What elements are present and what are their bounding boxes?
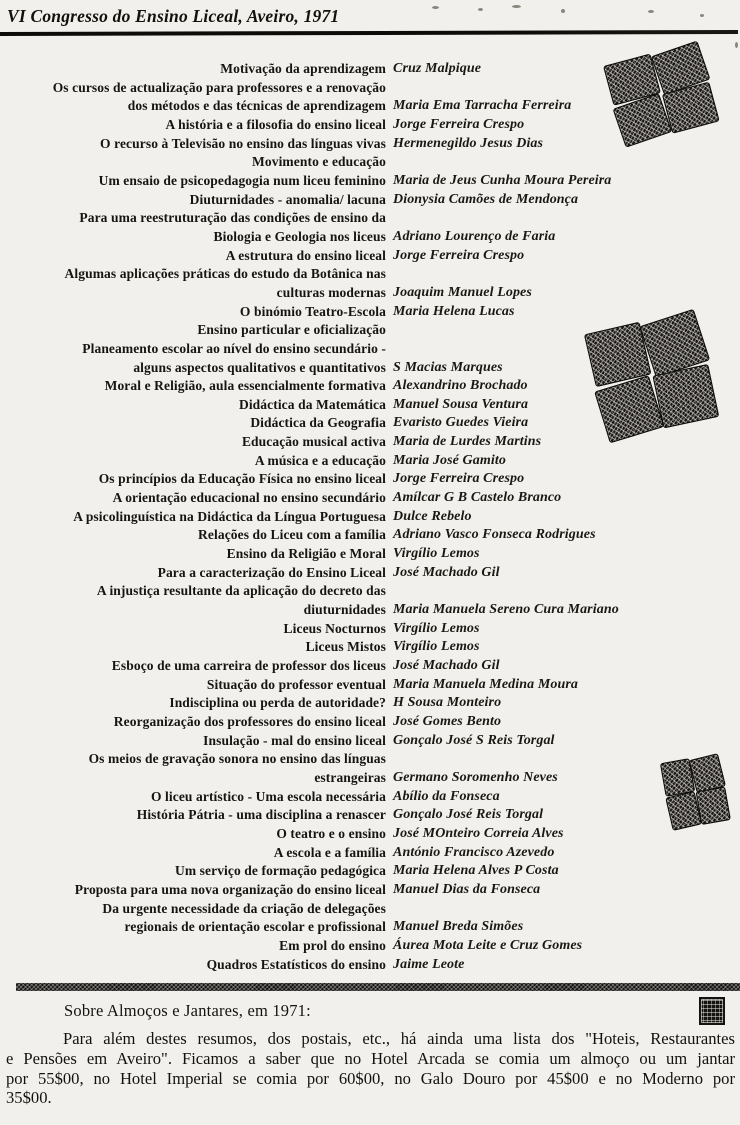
program-title: Movimento e educação xyxy=(252,154,386,170)
program-author: Jaime Leote xyxy=(393,956,465,972)
program-title: Diuturnidades - anomalia/ lacuna xyxy=(189,191,386,207)
program-row xyxy=(28,526,718,545)
program-title: Biologia e Geologia nos liceus xyxy=(213,228,386,244)
stamp-icon xyxy=(585,323,650,386)
program-author: Manuel Breda Simões xyxy=(393,919,524,935)
program-title: Os princípios da Educação Física no ensino liceal xyxy=(98,471,386,487)
program-author: José MOnteiro Correia Alves xyxy=(393,825,564,841)
scan-speck xyxy=(561,9,565,13)
program-title: Insulação - mal do ensino liceal xyxy=(203,732,386,748)
program-title: O binómio Teatro-Escola xyxy=(239,303,386,319)
program-title: Proposta para uma nova organização do ensino liceal xyxy=(74,881,386,897)
program-title: Para a caracterização do Ensino Liceal xyxy=(157,564,386,580)
program-title: Da urgente necessidade da criação de delegações xyxy=(102,900,386,916)
scan-speck xyxy=(648,10,654,13)
program-row xyxy=(28,284,718,303)
program-title: O recurso à Televisão no ensino das línguas vivas xyxy=(100,135,386,151)
program-row xyxy=(28,172,718,191)
program-title: O liceu artístico - Uma escola necessária xyxy=(150,788,386,804)
program-author: António Francisco Azevedo xyxy=(393,844,555,860)
program-title: culturas modernas xyxy=(276,284,386,300)
program-row xyxy=(28,918,718,937)
small-stamp-ornament-icon xyxy=(699,997,725,1025)
program-title: regionais de orientação escolar e profissional xyxy=(124,919,386,935)
program-author: Áurea Mota Leite e Cruz Gomes xyxy=(393,937,583,953)
program-row xyxy=(28,303,718,322)
stamp-icon xyxy=(690,754,725,792)
program-row xyxy=(28,153,718,172)
program-row xyxy=(28,862,718,881)
program-row xyxy=(28,638,718,657)
program-row xyxy=(28,508,718,527)
program-row xyxy=(28,788,718,807)
program-title: A estrutura do ensino liceal xyxy=(225,247,386,263)
scan-speck xyxy=(478,8,483,11)
program-author: Adriano Lourenço de Faria xyxy=(393,228,556,244)
program-author: Alexandrino Brochado xyxy=(393,378,528,394)
paragraph-line: e Pensões em Aveiro". Ficamos a saber que no Hotel Arcada se comia um almoço ou um jantar xyxy=(6,1048,735,1068)
program-title: A história e a filosofia do ensino liceal xyxy=(165,116,386,132)
scan-speck xyxy=(700,14,704,17)
program-title: Um serviço de formação pedagógica xyxy=(174,863,386,879)
scan-speck xyxy=(735,42,738,48)
program-author: José Gomes Bento xyxy=(393,713,502,729)
program-author: Gonçalo José S Reis Torgal xyxy=(393,732,555,748)
program-list xyxy=(28,60,718,974)
program-title: Para uma reestruturação das condições de ensino da xyxy=(79,210,386,226)
program-title: Reorganização dos professores do ensino liceal xyxy=(113,713,386,729)
program-row xyxy=(28,209,718,228)
program-title: Educação musical activa xyxy=(241,434,386,450)
program-row xyxy=(28,564,718,583)
program-author: Manuel Dias da Fonseca xyxy=(393,881,541,897)
program-author: Maria Manuela Sereno Cura Mariano xyxy=(393,602,619,618)
stamp-icon xyxy=(697,788,730,824)
program-row xyxy=(28,657,718,676)
program-title: A psicolinguística na Didáctica da Língua Portuguesa xyxy=(73,508,386,524)
program-author: Cruz Malpique xyxy=(393,61,482,76)
program-author: S Macias Marques xyxy=(393,359,503,375)
footer-heading: Sobre Almoços e Jantares, em 1971: xyxy=(64,1001,311,1020)
section-separator xyxy=(16,983,740,991)
program-author: Abílio da Fonseca xyxy=(393,788,500,804)
program-author: Dionysia Camões de Mendonça xyxy=(393,191,579,207)
program-author: Amílcar G B Castelo Branco xyxy=(393,490,562,506)
program-row xyxy=(28,545,718,564)
program-row xyxy=(28,489,718,508)
stamp-icon xyxy=(661,759,694,795)
program-title: Liceus Nocturnos xyxy=(283,620,386,636)
program-author: Jorge Ferreira Crespo xyxy=(393,247,525,263)
program-row xyxy=(28,265,718,284)
program-author: Maria Manuela Medina Moura xyxy=(393,676,579,692)
program-author: Maria Helena Lucas xyxy=(393,303,515,319)
program-author: Joaquim Manuel Lopes xyxy=(393,284,532,300)
program-title: Situação do professor eventual xyxy=(206,676,386,692)
program-author: Manuel Sousa Ventura xyxy=(393,396,529,412)
program-title: Relações do Liceu com a família xyxy=(198,527,386,543)
program-row xyxy=(28,956,718,975)
program-author: Germano Soromenho Neves xyxy=(393,769,558,785)
program-row xyxy=(28,769,718,788)
program-row xyxy=(28,228,718,247)
program-author: Gonçalo José Reis Torgal xyxy=(393,807,544,823)
program-row xyxy=(28,900,718,919)
program-title: História Pátria - uma disciplina a renascer xyxy=(136,807,386,823)
program-title: Planeamento escolar ao nível do ensino secundário - xyxy=(82,340,386,356)
program-row xyxy=(28,750,718,769)
program-author: Virgílio Lemos xyxy=(393,639,480,655)
program-row xyxy=(28,844,718,863)
program-author: Maria de Jeus Cunha Moura Pereira xyxy=(393,172,612,188)
program-author: José Machado Gil xyxy=(393,658,500,673)
program-row xyxy=(28,732,718,751)
program-title: Ensino particular e oficialização xyxy=(197,322,386,338)
program-title: A injustiça resultante da aplicação do decreto das xyxy=(96,583,386,599)
program-row xyxy=(28,825,718,844)
program-title: dos métodos e das técnicas de aprendizagem xyxy=(127,98,386,114)
program-title: Moral e Religião, aula essencialmente formativa xyxy=(104,378,386,394)
program-title: A música e a educação xyxy=(254,452,386,468)
stamp-cluster-bottom-right-icon xyxy=(660,753,733,832)
program-author: Dulce Rebelo xyxy=(393,508,472,524)
program-row xyxy=(28,620,718,639)
program-author: Virgílio Lemos xyxy=(393,620,480,636)
program-row xyxy=(28,247,718,266)
program-row xyxy=(28,601,718,620)
program-author: Maria José Gamito xyxy=(393,452,506,468)
program-title: Quadros Estatísticos do ensino xyxy=(206,956,386,972)
stamp-icon xyxy=(654,365,719,427)
program-title: Ensino da Religião e Moral xyxy=(226,546,386,562)
program-row xyxy=(28,191,718,210)
program-title: estrangeiras xyxy=(314,769,386,785)
stamp-icon xyxy=(666,792,700,829)
program-title: Os meios de gravação sonora no ensino das línguas xyxy=(88,751,386,767)
program-row xyxy=(28,470,718,489)
program-author: H Sousa Monteiro xyxy=(393,695,502,711)
program-author: Jorge Ferreira Crespo xyxy=(393,116,525,132)
program-author: Adriano Vasco Fonseca Rodrigues xyxy=(393,527,596,543)
program-title: Algumas aplicações práticas do estudo da Botânica nas xyxy=(64,266,386,282)
program-author: Maria Ema Tarracha Ferreira xyxy=(393,98,572,114)
paragraph-line: Para além destes resumos, dos postais, etc., há ainda uma lista dos "Hoteis, Restaurantes xyxy=(63,1029,735,1048)
scan-speck xyxy=(512,5,521,8)
program-title: Motivação da aprendizagem xyxy=(220,61,386,76)
program-row xyxy=(28,713,718,732)
program-author: José Machado Gil xyxy=(393,564,500,580)
program-row xyxy=(28,694,718,713)
program-author: Hermenegildo Jesus Dias xyxy=(393,135,544,151)
program-title: O teatro e o ensino xyxy=(276,825,386,841)
header-rule xyxy=(0,30,738,36)
program-author: Virgílio Lemos xyxy=(393,546,480,562)
program-row xyxy=(28,881,718,900)
program-title: Didáctica da Geografia xyxy=(250,415,386,431)
program-row xyxy=(28,135,718,154)
scan-speck xyxy=(432,6,439,9)
program-author: Jorge Ferreira Crespo xyxy=(393,471,525,487)
program-title: Esboço de uma carreira de professor dos liceus xyxy=(111,658,386,673)
paragraph-line: 35$00. xyxy=(6,1088,52,1108)
program-title: A orientação educacional no ensino secundário xyxy=(112,490,386,506)
program-author: Evaristo Guedes Vieira xyxy=(393,415,529,431)
program-title: Os cursos de actualização para professores e a renovação xyxy=(52,79,386,95)
program-row xyxy=(28,937,718,956)
program-title: Em prol do ensino xyxy=(279,937,386,953)
program-row xyxy=(28,452,718,471)
program-author: Maria Helena Alves P Costa xyxy=(393,863,559,879)
program-title: Indisciplina ou perda de autoridade? xyxy=(169,695,386,711)
program-title: alguns aspectos qualitativos e quantitativos xyxy=(133,359,386,375)
paragraph-line: por 55$00, no Hotel Imperial se comia por 60$00, no Galo Douro por 45$00 e no Moderno por xyxy=(6,1068,735,1088)
program-title: Um ensaio de psicopedagogia num liceu feminino xyxy=(98,172,386,188)
program-row xyxy=(28,582,718,601)
program-row xyxy=(28,676,718,695)
program-row xyxy=(28,806,718,825)
page-title: VI Congresso do Ensino Liceal, Aveiro, 1971 xyxy=(7,6,340,26)
program-title: A escola e a família xyxy=(273,844,386,860)
program-row xyxy=(28,116,718,135)
program-title: Didáctica da Matemática xyxy=(238,396,386,412)
program-author: Maria de Lurdes Martins xyxy=(393,434,542,450)
program-title: diuturnidades xyxy=(303,602,386,618)
program-title: Liceus Mistos xyxy=(305,639,386,655)
footer-paragraph xyxy=(6,1029,735,1108)
